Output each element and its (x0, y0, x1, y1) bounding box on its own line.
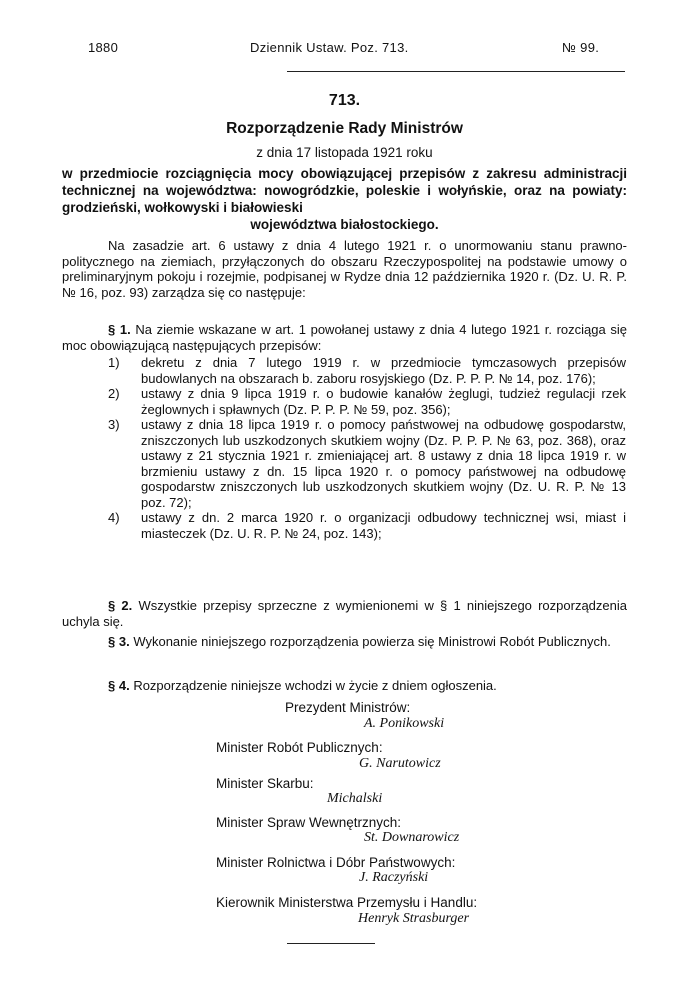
section-3-text: Wykonanie niniejszego rozporządzenia powierza się Ministrowi Robót Publicznych. (133, 634, 611, 649)
act-number: 713. (328, 92, 361, 109)
list-item-number: 2) (108, 386, 120, 401)
section-1-label: § 1. (108, 322, 131, 337)
list-item-number: 4) (108, 510, 120, 525)
signature-name: G. Narutowicz (359, 756, 441, 771)
section-1-list (108, 355, 626, 541)
act-title: Rozporządzenie Rady Ministrów (226, 120, 463, 137)
section-3 (62, 634, 627, 650)
list-item (108, 386, 626, 417)
footer-rule (287, 943, 375, 944)
signature-role: Minister Rolnictwa i Dóbr Państwowych: (216, 855, 456, 870)
list-item (108, 417, 626, 510)
signature-name: A. Ponikowski (364, 716, 445, 731)
list-item-text: ustawy z dnia 18 lipca 1919 r. o pomocy państwowej na odbudowę gospodarstw, zniszczonych lub uszkodzonych skutkiem wojny (Dz. P. P. P. № 63, poz. 368), oraz ustawy z 21 stycznia 1921 r. zmieniającej art. 8 ustawy z dnia 18 lipca 1919 r. w brzmieniu ustawy z dn. 15 lipca 1920 r. o pomocy państwowej na odbudowę gospodarstw zniszczonych lub uszkodzonych skutkiem wojny (Dz. U. R. P. № 13 poz. 72); (141, 417, 626, 510)
list-item-number: 3) (108, 417, 120, 432)
list-item (108, 355, 626, 386)
signature-name: St. Downarowicz (364, 830, 460, 845)
act-date: z dnia 17 listopada 1921 roku (256, 145, 433, 160)
section-2-text: Wszystkie przepisy sprzeczne z wymienionemi w § 1 niniejszego rozporządzenia uchyla się. (62, 598, 627, 629)
list-item (108, 510, 626, 541)
subject-line-1: w przedmiocie rozciągnięcia mocy obowiązującej przepisów z zakresu administracji technicznej na województwa: nowogródzkie, poleskie i wołyńskie, oraz na powiaty: grodzieński, wołkowyski i białowieski (62, 166, 627, 215)
signature-name: Henryk Strasburger (358, 911, 470, 926)
signature-role: Prezydent Ministrów: (285, 700, 411, 715)
issue-number: № 99. (562, 40, 600, 55)
header-rule (287, 71, 625, 72)
section-2 (62, 598, 627, 629)
signature-name: Michalski (327, 791, 383, 806)
list-item-text: ustawy z dn. 2 marca 1920 r. o organizacji odbudowy technicznej wsi, miast i miasteczek (Dz. U. R. P. № 24, poz. 143); (141, 510, 626, 541)
subject-line-2: województwa białostockiego. (250, 217, 439, 232)
page-number: 1880 (88, 40, 119, 55)
section-1 (62, 322, 627, 353)
act-subject (62, 165, 627, 233)
intro-paragraph: Na zasadzie art. 6 ustawy z dnia 4 lutego 1921 r. o unormowaniu stanu prawno-politycznego na ziemiach, przyłączonych do obszaru Rzeczypospolitej na podstawie umowy o preliminaryjnym pokoju i rozejmie, podpisanej w Rydze dnia 12 października 1920 r. (Dz. U. R. P. № 16, poz. 93) zarządza się co następuje: (62, 238, 627, 300)
journal-title: Dziennik Ustaw. Poz. 713. (250, 40, 409, 55)
section-4 (62, 678, 627, 694)
signature-role: Minister Spraw Wewnętrznych: (216, 815, 402, 830)
signature-role: Minister Robót Publicznych: (216, 740, 383, 755)
signature-name: J. Raczyński (359, 870, 429, 885)
section-4-label: § 4. (108, 678, 130, 693)
section-4-text: Rozporządzenie niniejsze wchodzi w życie z dniem ogłoszenia. (133, 678, 497, 693)
section-2-label: § 2. (108, 598, 133, 613)
signature-role: Minister Skarbu: (216, 776, 314, 791)
signature-role: Kierownik Ministerstwa Przemysłu i Handlu: (216, 895, 478, 910)
list-item-number: 1) (108, 355, 120, 370)
section-3-label: § 3. (108, 634, 130, 649)
section-1-text: Na ziemie wskazane w art. 1 powołanej ustawy z dnia 4 lutego 1921 r. rozciąga się moc obowiązującą następujących przepisów: (62, 322, 627, 353)
list-item-text: dekretu z dnia 7 lutego 1919 r. w przedmiocie tymczasowych przepisów budowlanych na obszarach b. zaboru rosyjskiego (Dz. P. P. P. № 14, poz. 176); (141, 355, 626, 386)
list-item-text: ustawy z dnia 9 lipca 1919 r. o budowie kanałów żeglugi, tudzież regulacji rzek żeglownych i spławnych (Dz. P. P. P. № 59, poz. 356); (141, 386, 626, 417)
